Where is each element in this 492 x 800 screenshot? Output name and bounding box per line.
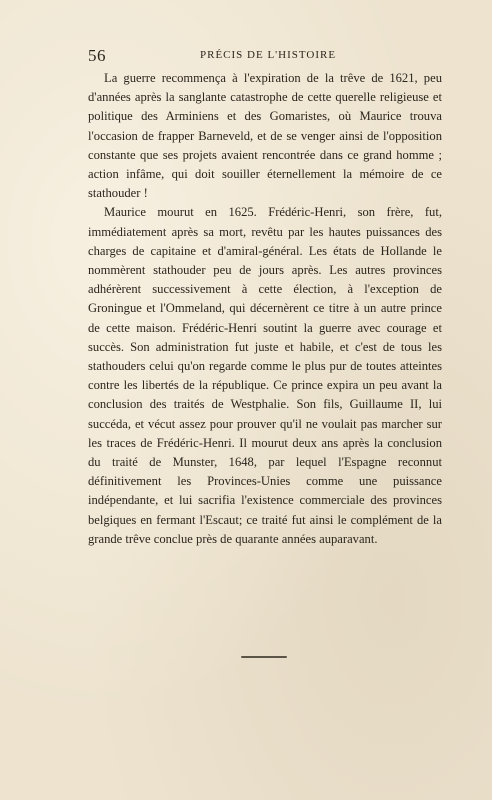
paragraph-1: La guerre recommença à l'expiration de la trêve de 1621, peu d'années après la sanglante catastrophe de cette querelle religieuse et politique des Arminiens et des Gomaristes, où Maurice trouva l'occasion de frapper Barneveld, et de se venger ainsi de l'opposition constante que ses projets avaient rencontrée dans ce grand homme ; action infâme, qui doit souiller éternellement la mémoire de ce stathouder ! — [88, 71, 442, 201]
running-title: PRÉCIS DE L'HISTOIRE — [200, 49, 337, 61]
running-head — [88, 46, 440, 66]
page-number: 56 — [88, 46, 106, 65]
body-text — [88, 69, 442, 549]
paragraph-2: Maurice mourut en 1625. Frédéric-Henri, son frère, fut, immédiatement après sa mort, revêtu par les hautes puissances des charges de capitaine et d'amiral-général. Les états de Hollande le nommèrent stathouder peu de jours après. Les autres provinces adhérèrent successivement à cette élection, à l'exception de Groningue et l'Ommeland, qui décernèrent ce titre à un autre prince de cette maison. Frédéric-Henri soutint la guerre avec courage et succès. Son administration fut juste et habile, et c'est de tous les stathouders celui qu'on regarde comme le plus pur de toutes atteintes contre les libertés de la république. Ce prince expira un peu avant la conclusion des traités de Westphalie. Son fils, Guillaume II, lui succéda, et vécut assez pour prouver qu'il ne voulait pas marcher sur les traces de Frédéric-Henri. Il mourut deux ans après la conclusion du traité de Munster, 1648, par lequel l'Espagne reconnut définitivement les Provinces-Unies comme une puissance indépendante, et lui sacrifia l'existence commerciale des provinces belgiques en fermant l'Escaut; ce traité fut ainsi le complément de la grande trêve conclue près de quarante années auparavant. — [88, 205, 442, 546]
section-end-rule — [241, 656, 287, 658]
